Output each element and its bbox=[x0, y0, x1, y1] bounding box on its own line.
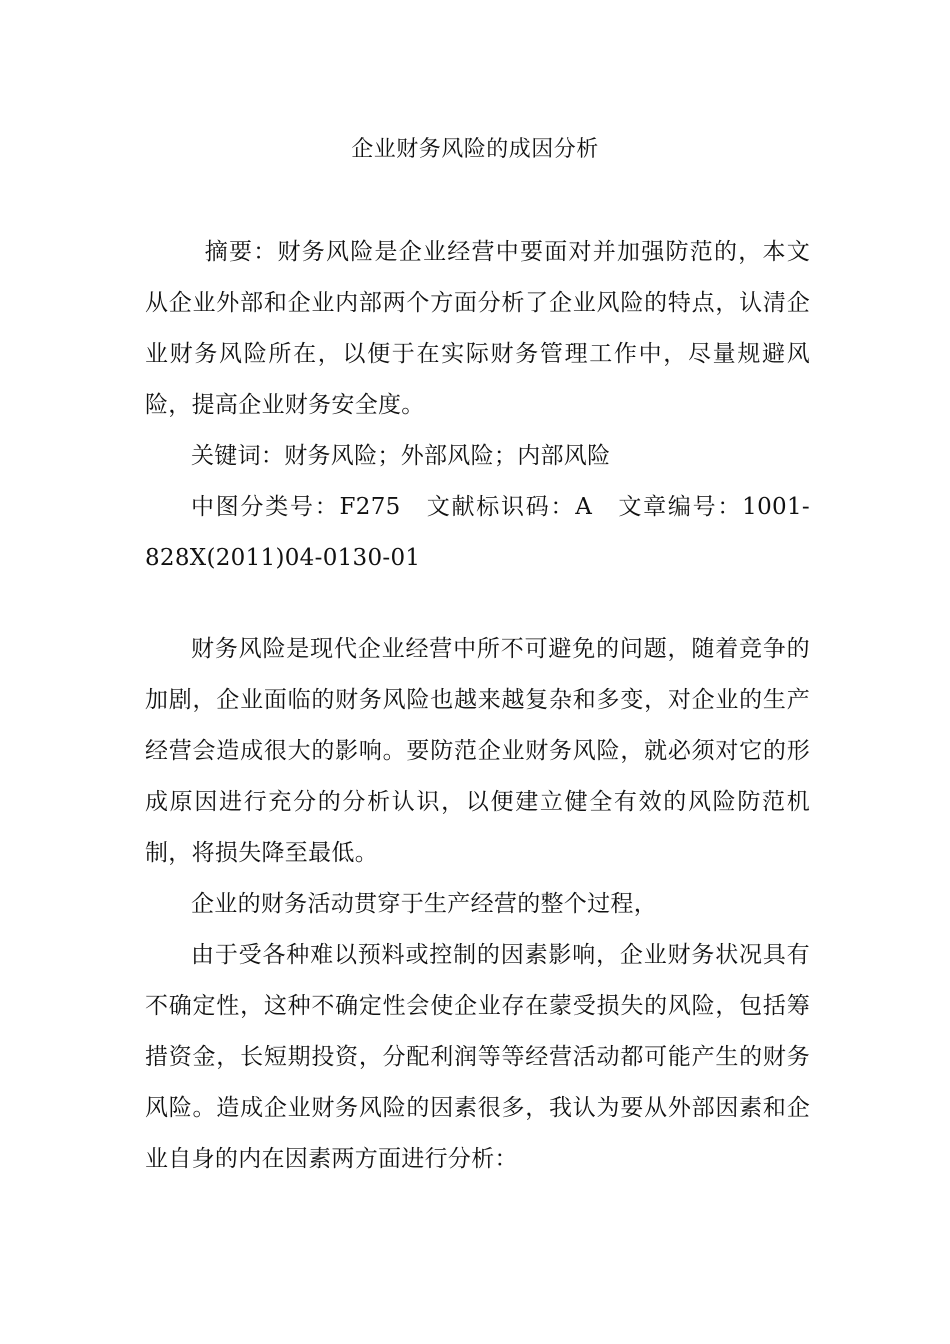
abstract-paragraph: 摘要：财务风险是企业经营中要面对并加强防范的，本文从企业外部和企业内部两个方面分析了企业风险的特点，认清企业财务风险所在，以便于在实际财务管理工作中，尽量规避风险，提高企业财务安全度。 bbox=[145, 239, 810, 418]
classification-line: 中图分类号：F275 文献标识码：A 文章编号：1001-828X(2011)04-0130-01 bbox=[145, 494, 810, 571]
front-matter bbox=[145, 227, 810, 584]
body-paragraph-3: 由于受各种难以预料或控制的因素影响，企业财务状况具有不确定性，这种不确定性会使企业存在蒙受损失的风险，包括筹措资金，长短期投资，分配利润等等经营活动都可能产生的财务风险。造成企业财务风险的因素很多，我认为要从外部因素和企业自身的内在因素两方面进行分析： bbox=[145, 942, 810, 1172]
keywords-line: 关键词：财务风险；外部风险；内部风险 bbox=[191, 443, 611, 469]
main-body bbox=[145, 624, 810, 1185]
body-paragraph-2: 企业的财务活动贯穿于生产经营的整个过程， bbox=[191, 891, 657, 917]
document-title: 企业财务风险的成因分析 bbox=[351, 137, 599, 162]
body-paragraph-1: 财务风险是现代企业经营中所不可避免的问题，随着竞争的加剧，企业面临的财务风险也越来越复杂和多变，对企业的生产经营会造成很大的影响。要防范企业财务风险，就必须对它的形成原因进行充分的分析认识，以便建立健全有效的风险防范机制，将损失降至最低。 bbox=[145, 636, 810, 866]
